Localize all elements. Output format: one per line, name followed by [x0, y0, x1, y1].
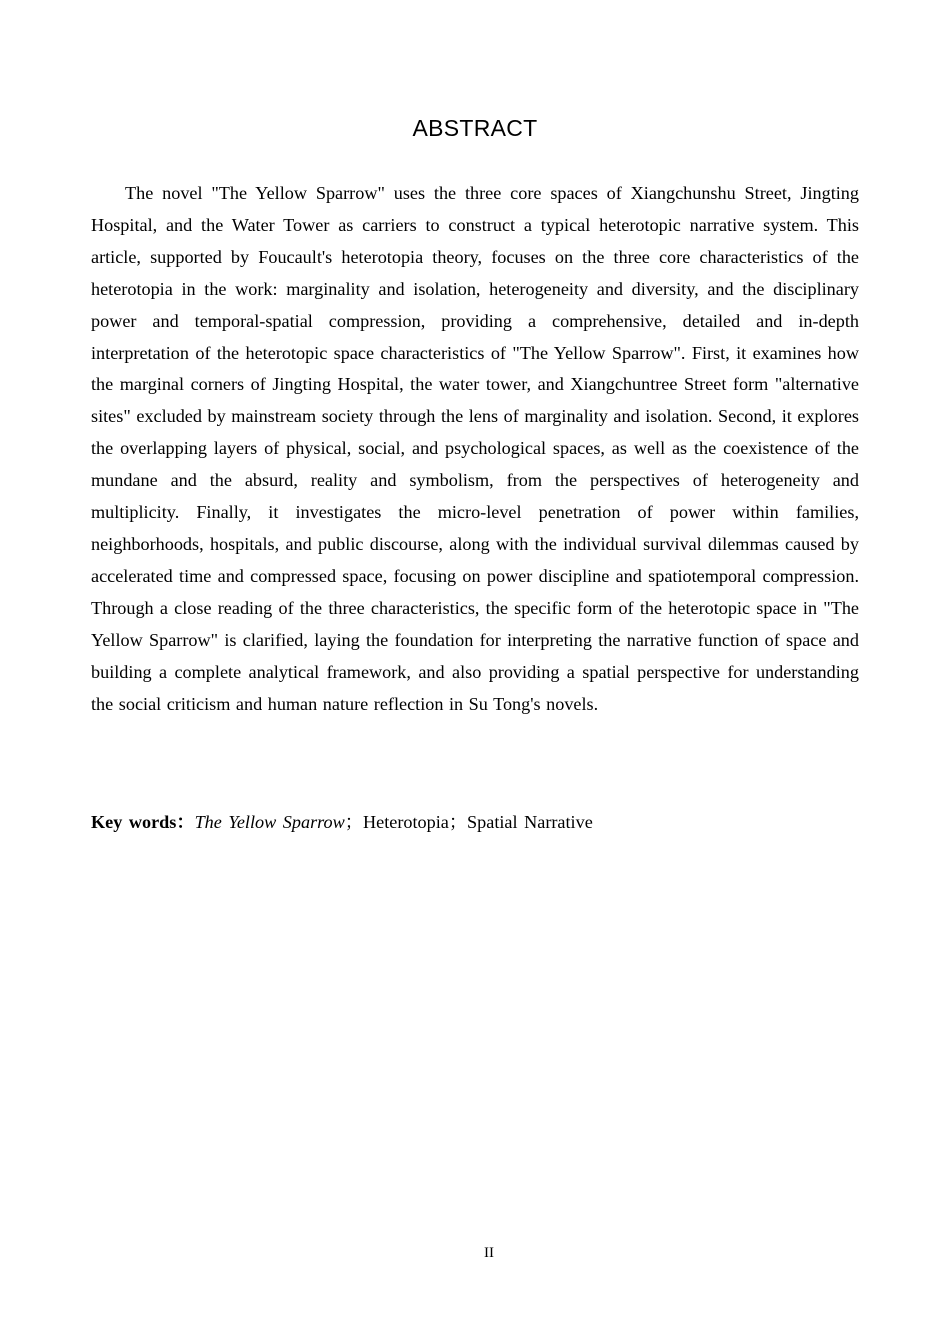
keyword-3: Spatial Narrative [467, 812, 593, 832]
keywords-line [91, 807, 859, 837]
keyword-separator-1: ； [344, 812, 363, 832]
abstract-paragraph: The novel "The Yellow Sparrow" uses the three core spaces of Xiangchunshu Street, Jingting Hospital, and the Water Tower as carriers to construct a typical heterotopic narrative system. This article, supported by Foucault's heterotopia theory, focuses on the three core characteristics of the heterotopia in the work: marginality and isolation, heterogeneity and diversity, and the disciplinary power and temporal-spatial compression, providing a comprehensive, detailed and in-depth interpretation of the heterotopic space characteristics of "The Yellow Sparrow". First, it examines how the marginal corners of Jingting Hospital, the water tower, and Xiangchuntree Street form "alternative sites" excluded by mainstream society through the lens of marginality and isolation. Second, it explores the overlapping layers of physical, social, and psychological spaces, as well as the coexistence of the mundane and the absurd, reality and symbolism, from the perspectives of heterogeneity and multiplicity. Finally, it investigates the micro-level penetration of power within families, neighborhoods, hospitals, and public discourse, along with the individual survival dilemmas caused by accelerated time and compressed space, focusing on power discipline and spatiotemporal compression. Through a close reading of the three characteristics, the specific form of the heterotopic space in "The Yellow Sparrow" is clarified, laying the foundation for interpreting the narrative function of space and building a complete analytical framework, and also providing a spatial perspective for understanding the social criticism and human nature reflection in Su Tong's novels. [91, 183, 859, 714]
abstract-title: ABSTRACT [412, 115, 538, 141]
keywords-label: Key words [91, 812, 177, 832]
keywords-label-separator: ： [176, 812, 195, 832]
keyword-2: Heterotopia [362, 812, 449, 832]
page-number: II [484, 1245, 494, 1261]
keyword-separator-2: ； [448, 812, 468, 832]
keyword-1: The Yellow Sparrow [194, 812, 345, 832]
